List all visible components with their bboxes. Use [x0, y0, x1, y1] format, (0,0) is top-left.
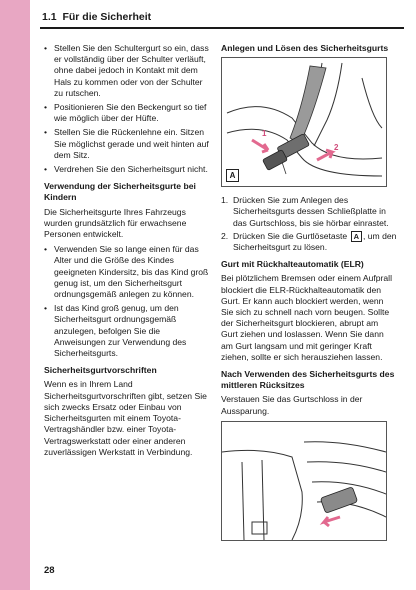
children-text: Die Sicherheitsgurte Ihres Fahrzeugs wurden grundsätzlich für erwachsene Personen entwickelt. — [44, 206, 187, 240]
page-header — [30, 0, 416, 30]
step-item — [221, 231, 397, 253]
step-item — [221, 195, 397, 229]
stowed-buckle-illustration — [221, 421, 387, 541]
children-list — [44, 244, 210, 359]
step-number: 1. — [221, 195, 229, 206]
fasten-heading: Anlegen und Lösen des Sicherheitsgurts — [221, 43, 389, 53]
step-text-after: , um den Sicherheitsgurt zu lösen. — [233, 230, 397, 253]
fasten-steps — [221, 195, 397, 253]
elr-heading: Gurt mit Rückhalteautomatik (ELR) — [221, 259, 364, 270]
buckle-illustration — [221, 57, 387, 187]
list-item: • Stellen Sie den Schultergurt so ein, dass er vollständig über der Schulter verläuft, ohne dabei jedoch in Kontakt mit dem Hals zu kommen oder von der Schulter zu rutschen. — [44, 43, 210, 99]
chapter-color-tab — [0, 0, 30, 590]
callout-1: 1 — [262, 129, 267, 139]
middle-seat-text: Verstauen Sie das Gurtschloss in der Aussparung. — [221, 394, 363, 416]
step-text: Drücken Sie die Gurtlösetaste — [233, 230, 348, 241]
section-name: Für die Sicherheit — [62, 11, 152, 23]
regulations-text: Wenn es in Ihrem Land Sicherheitsgurtvorschriften gibt, setzen Sie sich zwecks Ersatz oder Einbau von Sicherheitsgurten mit einem Toyota-Vertragshändler bzw. einer Toyota-Vertragswerkstatt oder einer anderen zuverlässigen Werkstatt in Verbindung. — [44, 379, 207, 457]
list-item: • Verdrehen Sie den Sicherheitsgurt nicht. — [44, 164, 210, 175]
release-button-label: A — [351, 231, 362, 242]
buckle-drawing — [222, 58, 386, 186]
left-column — [44, 43, 210, 462]
stowed-buckle-drawing — [222, 422, 386, 540]
header-rule — [40, 27, 404, 29]
section-number: 1.1 — [42, 11, 57, 23]
middle-seat-heading: Nach Verwenden des Sicherheitsgurts des mittleren Rücksitzes — [221, 369, 395, 391]
elr-text: Bei plötzlichem Bremsen oder einem Aufprall blockiert die ELR-Rückhalteautomatik den Gurt. Er kann auch blockiert werden, wenn Sie sich zu schnell nach vorn beugen. Sollte der Sicherheitsgurt blockieren, abrupt am Gurt ziehen und loslassen. Wenn Sie dann am Gurt langsam und mit geringer Kraft ziehen, sollte er sich herausziehen lassen. — [221, 273, 393, 362]
list-item: • Ist das Kind groß genug, um den Sicherheitsgurt ordnungsgemäß anzulegen, befolgen Sie die Anweisungen zur Verwendung des Sicherheitsgurts. — [44, 303, 210, 359]
list-item: • Positionieren Sie den Beckengurt so tief wie möglich über der Hüfte. — [44, 102, 210, 124]
seatbelt-adjust-list — [44, 43, 210, 175]
regulations-heading: Sicherheitsgurtvorschriften — [44, 365, 157, 376]
section-title — [42, 11, 151, 23]
page-number: 28 — [44, 565, 55, 576]
list-item: • Stellen Sie die Rückenlehne ein. Sitzen Sie möglichst gerade und weit hinten auf dem Sitz. — [44, 127, 210, 161]
list-item: • Verwenden Sie so lange einen für das Alter und die Größe des Kindes geeigneten Kindersitz, bis das Kind groß genug ist, um den Sicherheitsgurt ordnungsgemäß anlegen zu können. — [44, 244, 210, 300]
step-text: Drücken Sie zum Anlegen des Sicherheitsgurts dessen Schließplatte in das Gurtschloss, bis sie hörbar einrastet. — [233, 195, 389, 228]
step-number: 2. — [221, 230, 229, 241]
right-column — [221, 43, 397, 549]
figure-label-a: A — [226, 169, 239, 182]
callout-2: 2 — [334, 143, 339, 153]
children-heading: Verwendung der Sicherheitsgurte bei Kindern — [44, 181, 196, 203]
